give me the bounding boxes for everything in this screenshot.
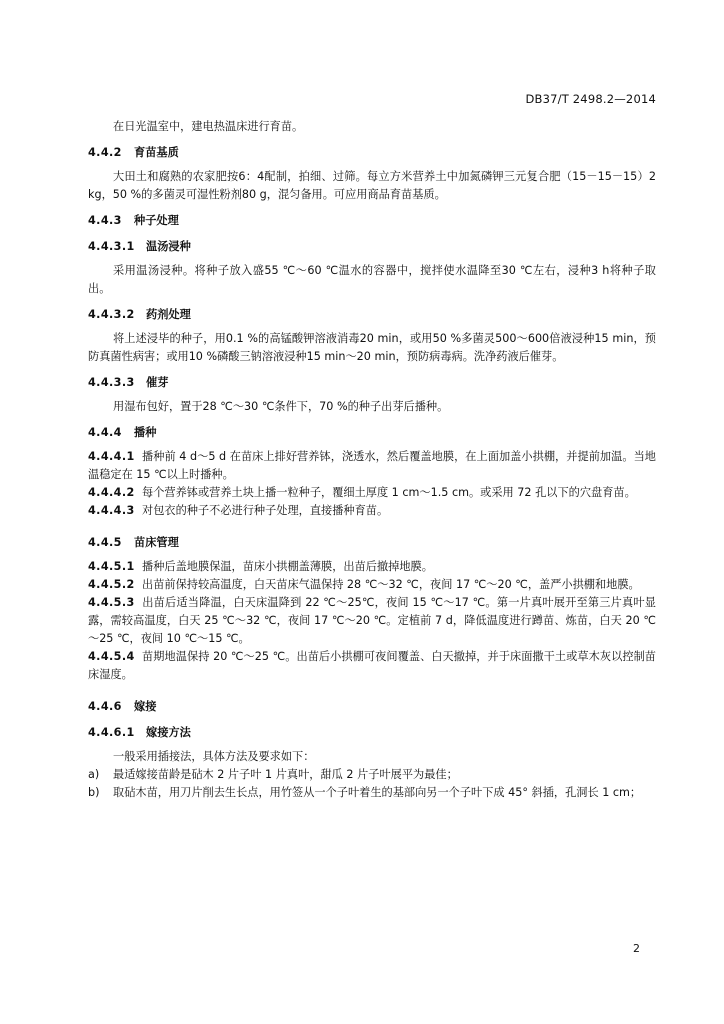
section-title: 苗床管理 <box>134 536 179 549</box>
clause-text: 播种后盖地膜保温，苗床小拱棚盖薄膜，出苗后撤掉地膜。 <box>142 560 433 573</box>
heading-4-4-3 <box>88 212 656 230</box>
paragraph-4-4-2: 大田土和腐熟的农家肥按6：4配制，拍细、过筛。每立方米营养土中加氮磷钾三元复合肥（15－15－15）2 kg，50 %的多菌灵可湿性粉剂80 g，混匀备用。可应用商品育苗基质。 <box>88 170 656 201</box>
paragraph-4-4-3-3: 用湿布包好，置于28 ℃～30 ℃条件下，70 %的种子出芽后播种。 <box>113 400 449 413</box>
heading-4-4-3-3 <box>88 374 656 392</box>
clause-number: 4.4.4.3 <box>88 504 135 517</box>
heading-4-4-3-2 <box>88 306 656 324</box>
clause-number: 4.4.5.2 <box>88 578 135 591</box>
section-number: 4.4.6 <box>88 700 122 713</box>
heading-4-4-2 <box>88 144 656 162</box>
document-body <box>88 118 656 802</box>
clause-text: 出苗前保持较高温度，白天苗床气温保持 28 ℃～32 ℃，夜间 17 ℃～20 ℃，盖严小拱棚和地膜。 <box>142 578 640 591</box>
clause-text: 出苗后适当降温，白天床温降到 22 ℃～25℃，夜间 15 ℃～17 ℃。第一片真叶展开至第三片真叶显露，需较高温度，白天 25 ℃～32 ℃，夜间 17 ℃～20 ℃。定植前 7 d，降低温度进行蹲苗、炼苗，白天 20 ℃～25 ℃，夜间 10 ℃～15 ℃。 <box>88 596 656 645</box>
heading-4-4-5 <box>88 534 656 552</box>
clause-4-4-5-2 <box>88 576 656 594</box>
list-text: 最适嫁接苗龄是砧木 2 片子叶 1 片真叶，甜瓜 2 片子叶展平为最佳； <box>113 768 458 781</box>
section-number: 4.4.3.3 <box>88 376 135 389</box>
section-number: 4.4.4 <box>88 426 122 439</box>
clause-4-4-4-3 <box>88 502 656 520</box>
clause-text: 苗期地温保持 20 ℃～25 ℃。出苗后小拱棚可夜间覆盖、白天撤掉，并于床面撒干土或草木灰以控制苗床湿度。 <box>88 650 656 681</box>
clause-4-4-4-1 <box>88 448 656 484</box>
section-number: 4.4.2 <box>88 146 122 159</box>
clause-text: 对包衣的种子不必进行种子处理，直接播种育苗。 <box>142 504 389 517</box>
paragraph-4-4-6-1: 一般采用插接法，具体方法及要求如下： <box>113 750 315 763</box>
page-number: 2 <box>633 942 640 955</box>
list-item <box>88 784 656 802</box>
clause-number: 4.4.5.4 <box>88 650 135 663</box>
standard-code: DB37/T 2498.2—2014 <box>525 92 656 106</box>
paragraph-4-4-3-1: 采用温汤浸种。将种子放入盛55 ℃～60 ℃温水的容器中，搅拌使水温降至30 ℃左右，浸种3 h将种子取出。 <box>88 264 656 295</box>
requirements-list <box>88 766 656 802</box>
clause-number: 4.4.5.1 <box>88 560 135 573</box>
list-item <box>88 766 656 784</box>
section-title: 催芽 <box>146 376 169 389</box>
section-title: 播种 <box>134 426 157 439</box>
section-number: 4.4.3.2 <box>88 308 135 321</box>
heading-4-4-6-1 <box>88 724 656 742</box>
clause-number: 4.4.4.1 <box>88 450 135 463</box>
paragraph-4-4-3-2: 将上述浸毕的种子，用0.1 %的高锰酸钾溶液消毒20 min，或用50 %多菌灵500～600倍液浸种15 min，预防真菌性病害；或用10 %磷酸三钠溶液浸种15 min～20 min，预防病毒病。洗净药液后催芽。 <box>88 332 656 363</box>
clause-text: 播种前 4 d～5 d 在苗床上排好营养钵，浇透水，然后覆盖地膜，在上面加盖小拱棚，并提前加温。当地温稳定在 15 ℃以上时播种。 <box>88 450 656 481</box>
section-title: 育苗基质 <box>134 146 179 159</box>
heading-4-4-4 <box>88 424 656 442</box>
clause-number: 4.4.5.3 <box>88 596 135 609</box>
heading-4-4-6 <box>88 698 656 716</box>
section-number: 4.4.3 <box>88 214 122 227</box>
section-number: 4.4.3.1 <box>88 240 135 253</box>
clause-text: 每个营养钵或营养土块上播一粒种子，覆细土厚度 1 cm～1.5 cm。或采用 72 孔以下的穴盘育苗。 <box>142 486 636 499</box>
section-title: 温汤浸种 <box>146 240 191 253</box>
section-title: 种子处理 <box>134 214 179 227</box>
section-title: 嫁接方法 <box>146 726 191 739</box>
clause-4-4-5-4 <box>88 648 656 684</box>
heading-4-4-3-1 <box>88 238 656 256</box>
clause-4-4-5-3 <box>88 594 656 648</box>
section-number: 4.4.6.1 <box>88 726 135 739</box>
clause-4-4-5-1 <box>88 558 656 576</box>
list-marker: a) <box>88 768 100 781</box>
clause-4-4-4-2 <box>88 484 656 502</box>
clause-number: 4.4.4.2 <box>88 486 135 499</box>
section-title: 药剂处理 <box>146 308 191 321</box>
section-title: 嫁接 <box>134 700 157 713</box>
list-text: 取砧木苗，用刀片削去生长点，用竹签从一个子叶着生的基部向另一个子叶下成 45° 斜插，孔洞长 1 cm； <box>113 786 642 799</box>
list-marker: b) <box>88 786 100 799</box>
section-number: 4.4.5 <box>88 536 122 549</box>
paragraph-intro: 在日光温室中，建电热温床进行育苗。 <box>113 120 304 133</box>
